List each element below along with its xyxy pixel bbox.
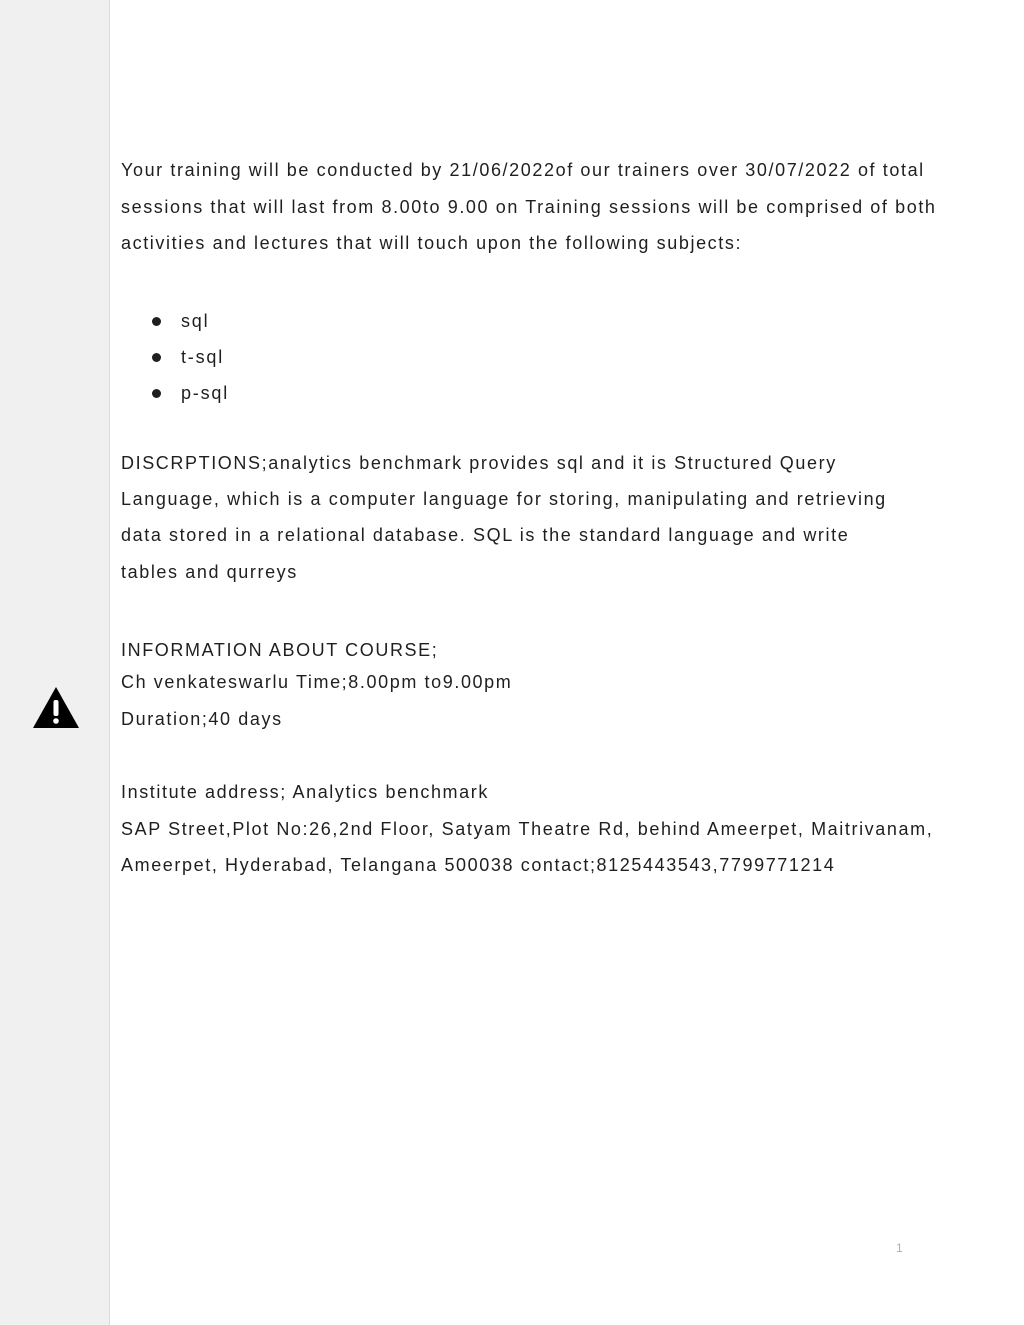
warning-icon [32, 686, 80, 730]
description-line-3: data stored in a relational database. SQL is the standard language and write [121, 525, 850, 545]
description-line-4: tables and qurreys [121, 562, 298, 582]
left-gutter [0, 0, 110, 1325]
bullet-icon [152, 317, 161, 326]
list-item: p-sql [181, 383, 230, 403]
bullet-icon [152, 389, 161, 398]
list-item: t-sql [181, 347, 225, 367]
trainer-time: Ch venkateswarlu Time;8.00pm to9.00pm [121, 672, 513, 692]
intro-line-2: sessions that will last from 8.00to 9.00 on Training sessions will be comprised of both [121, 197, 937, 217]
course-duration: Duration;40 days [121, 709, 283, 729]
page-number: 1 [896, 1241, 903, 1255]
list-item: sql [181, 311, 210, 331]
bullet-icon [152, 353, 161, 362]
description-line-1: DISCRPTIONS;analytics benchmark provides sql and it is Structured Query [121, 453, 837, 473]
course-info-heading: INFORMATION ABOUT COURSE; [121, 640, 439, 660]
address-line-3: Ameerpet, Hyderabad, Telangana 500038 contact;8125443543,7799771214 [121, 855, 836, 875]
address-line-1: Institute address; Analytics benchmark [121, 782, 489, 802]
address-line-2: SAP Street,Plot No:26,2nd Floor, Satyam Theatre Rd, behind Ameerpet, Maitrivanam, [121, 819, 934, 839]
intro-line-1: Your training will be conducted by 21/06/2022of our trainers over 30/07/2022 of total [121, 160, 925, 180]
intro-line-3: activities and lectures that will touch upon the following subjects: [121, 233, 743, 253]
description-line-2: Language, which is a computer language for storing, manipulating and retrieving [121, 489, 887, 509]
document-page [110, 0, 1024, 1325]
